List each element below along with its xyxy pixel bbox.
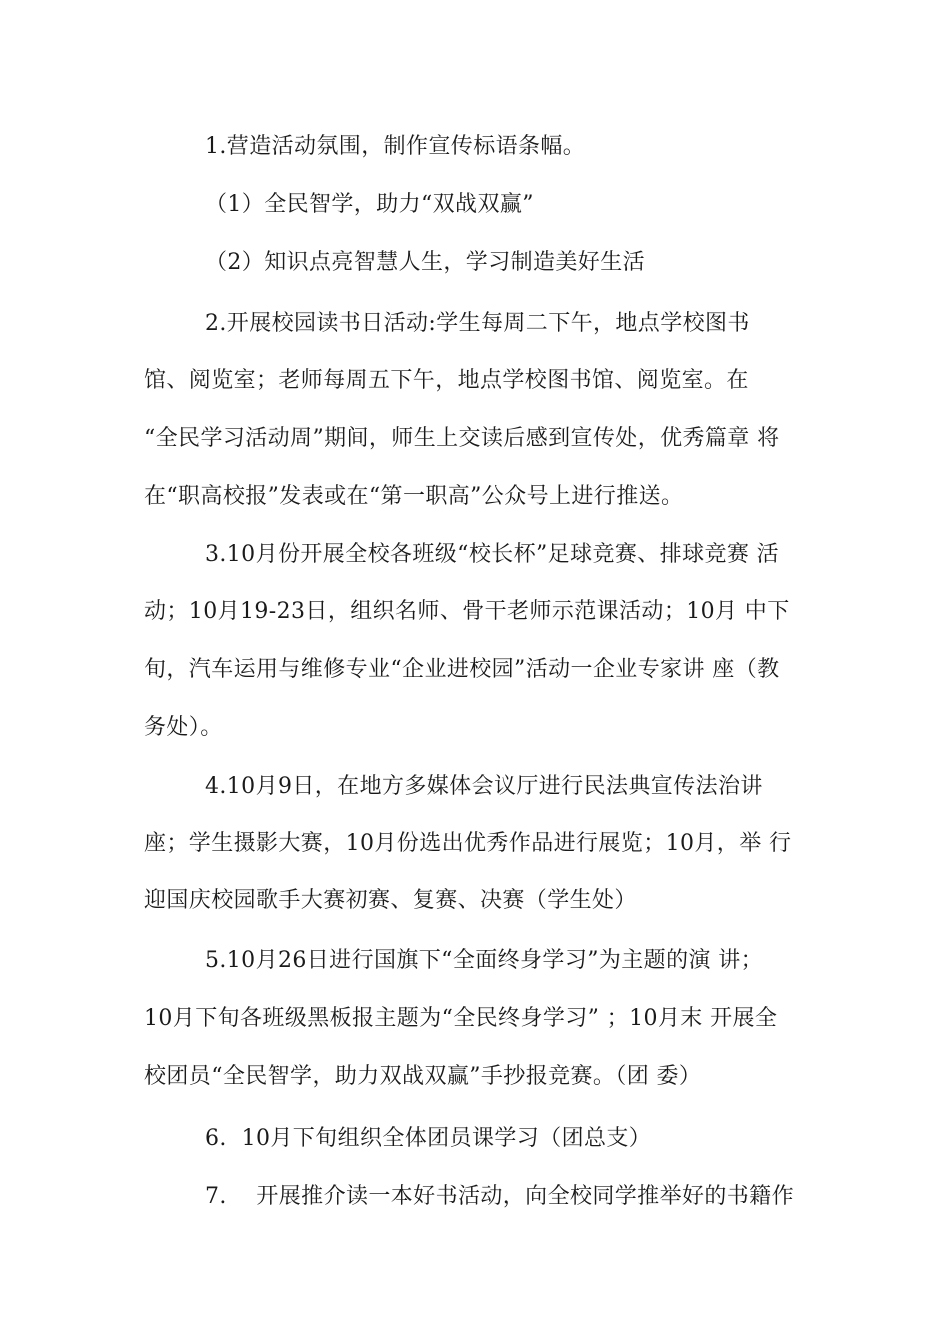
paragraph-2-line-3: “全民学习活动周”期间，师生上交读后感到宣传处，优秀篇章 将 <box>144 426 780 451</box>
paragraph-3-line-1: 3.10月份开展全校各班级“校长杯”足球竞赛、排球竞赛 活 <box>205 542 780 567</box>
paragraph-5-line-2: 10月下旬各班级黑板报主题为“全民终身学习” ；10月末 开展全 <box>144 1006 778 1031</box>
paragraph-7-line-1: 7. 开展推介读一本好书活动，向全校同学推举好的书籍作 <box>205 1184 794 1209</box>
paragraph-4-line-1: 4.10月9日，在地方多媒体会议厅进行民法典宣传法治讲 <box>205 774 763 799</box>
paragraph-6-line-1: 6. 10月下旬组织全体团员课学习（团总支） <box>205 1126 652 1151</box>
paragraph-3-line-2: 动；10月19-23日，组织名师、骨干老师示范课活动；10月 中下 <box>144 599 790 624</box>
paragraph-2-line-2: 馆、阅览室；老师每周五下午，地点学校图书馆、阅览室。在 <box>144 368 749 393</box>
paragraph-3-line-3: 旬，汽车运用与维修专业“企业进校园”活动一企业专家讲 座（教 <box>144 657 780 682</box>
paragraph-5-line-1: 5.10月26日进行国旗下“全面终身学习”为主题的演 讲； <box>205 948 764 973</box>
paragraph-5-line-3: 校团员“全民智学，助力双战双赢”手抄报竞赛。（团 委） <box>144 1064 702 1089</box>
paragraph-4-line-2: 座；学生摄影大赛，10月份选出优秀作品进行展览；10月，举 行 <box>144 831 792 856</box>
paragraph-3-line-4: 务处）。 <box>144 715 223 740</box>
paragraph-1-item-1: （1）全民智学，助力“双战双赢” <box>205 192 534 217</box>
paragraph-4-line-3: 迎国庆校园歌手大赛初赛、复赛、决赛（学生处） <box>144 888 637 913</box>
paragraph-1-line-1: 1.营造活动氛围，制作宣传标语条幅。 <box>205 134 586 159</box>
paragraph-2-line-4: 在“职高校报”发表或在“第一职高”公众号上进行推送。 <box>144 484 684 509</box>
paragraph-1-item-2: （2）知识点亮智慧人生，学习制造美好生活 <box>205 250 645 275</box>
paragraph-2-line-1: 2.开展校园读书日活动:学生每周二下午，地点学校图书 <box>205 311 750 336</box>
